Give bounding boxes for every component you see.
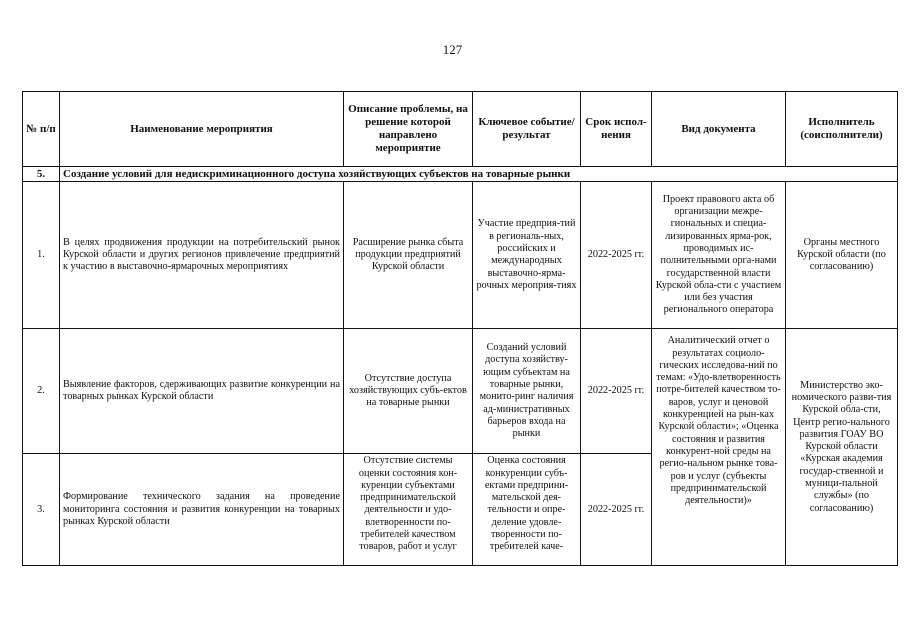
row-doc-type: Аналитический отчет о результатах социоло-гических исследова-ний по темам: «Удо-влетворенность потре-бителей качеством то-варов, услуг и ценовой конкуренцией на рын-ках Курской области»; «Оценка состояния и развития конкурент-ной среды на регио-нальном рынке това-ров и услуг (субъекты предпринимательской деятельности)» [652,329,786,566]
row-num: 3. [23,454,60,566]
row-term: 2022-2025 гг. [581,182,652,329]
row-key-event: Участие предприя-тий в региональ-ных, российских и международных выставочно-ярма-рочных мероприя-тиях [473,182,581,329]
header-key-event: Ключевое событие/ результат [473,92,581,167]
header-term: Срок испол-нения [581,92,652,167]
header-name: Наименование мероприятия [60,92,344,167]
row-problem: Расширение рынка сбыта продукции предприятий Курской области [344,182,473,329]
row-num: 1. [23,182,60,329]
section-row [23,167,898,182]
header-executor: Исполнитель (соисполнители) [786,92,898,167]
page-number: 127 [442,42,463,57]
header-doc-type: Вид документа [652,92,786,167]
header-problem: Описание проблемы, на решение которой направлено мероприятие [344,92,473,167]
row-term: 2022-2025 гг. [581,454,652,566]
row-key-event: Оценка состояния конкуренции субъ-ектами предприни-мательской дея-тельности и опре-деление удовле-творенности по-требителей каче- [473,454,581,566]
header-row [23,92,898,167]
row-num: 2. [23,329,60,454]
row-problem: Отсутствие доступа хозяйствующих субъ-ектов на товарные рынки [344,329,473,454]
row-problem: Отсутствие системы оценки состояния кон-куренции субъектами предпринимательской деятельности и удо-влетворенности по-требителей качеством товаров, работ и услуг [344,454,473,566]
section-num: 5. [23,167,60,182]
row-name: В целях продвижения продукции на потребительский рынок Курской области и других регионов привлечение предприятий к участию в выставочно-ярмарочных мероприятиях [60,182,344,329]
table-row [23,182,898,329]
header-num: № п/п [23,92,60,167]
row-term: 2022-2025 гг. [581,329,652,454]
row-name: Формирование технического задания на проведение мониторинга состояния и развития конкуренции на товарных рынках Курской области [60,454,344,566]
row-executor: Министерство эко-номического разви-тия Курской обла-сти, Центр регио-нального развития ГОАУ ВО Курской области «Курская академия государ-ственной и муници-пальной службы» (по согласованию) [786,329,898,566]
row-key-event: Созданий условий доступа хозяйству-ющим субъектам на товарные рынки, монито-ринг наличия ад-министративных барьеров входа на рынки [473,329,581,454]
row-name: Выявление факторов, сдерживающих развитие конкуренции на товарных рынках Курской области [60,329,344,454]
section-title: Создание условий для недискриминационного доступа хозяйствующих субъектов на товарные рынки [60,167,898,182]
row-doc-type: Проект правового акта об организации межре-гиональных и специа-лизированных ярма-рок, проводимых ис-полнительными орга-нами государственной власти Курской обла-сти с участием или без участия регионального оператора [652,182,786,329]
table-row [23,329,898,454]
activities-table [22,91,898,566]
row-executor: Органы местного Курской области (по согласованию) [786,182,898,329]
